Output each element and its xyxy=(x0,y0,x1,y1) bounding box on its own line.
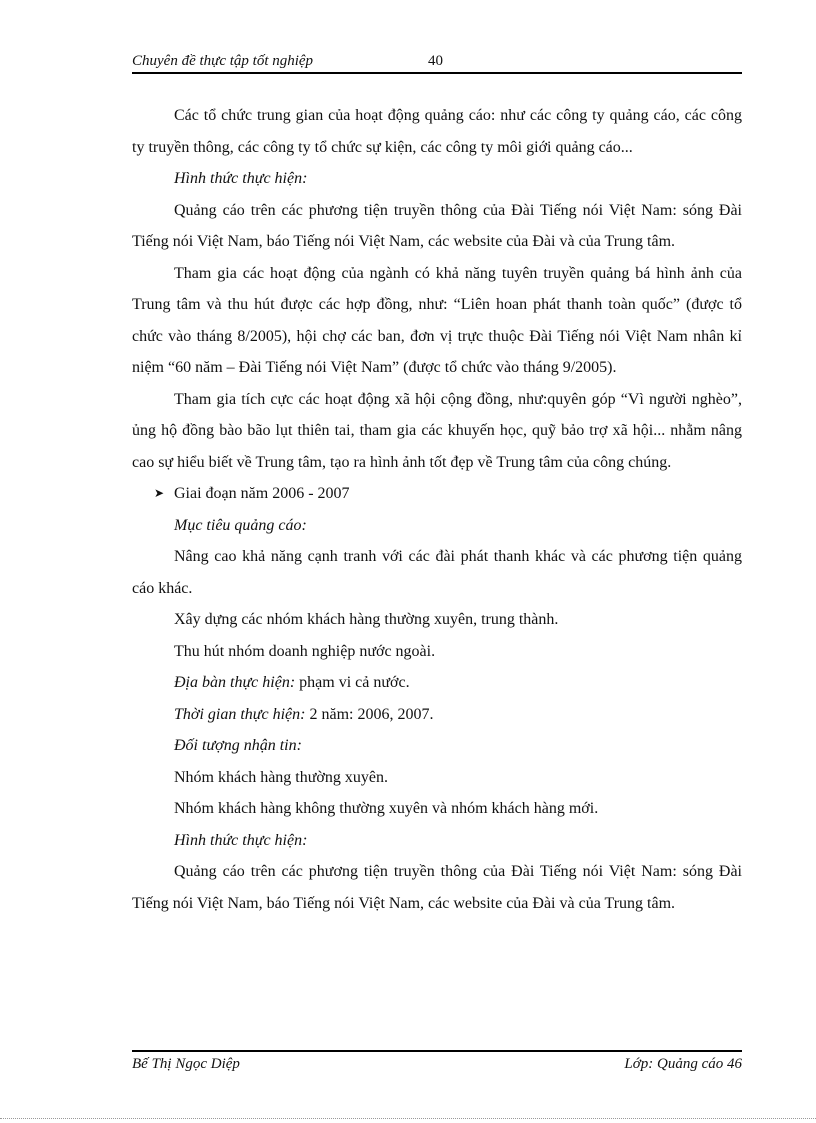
paragraph-location xyxy=(132,667,742,699)
class-label: Lớp: Quảng cáo 46 xyxy=(624,1056,742,1072)
paragraph-competitiveness: Nâng cao khả năng cạnh tranh với các đài phát thanh khác và các phương tiện quảng cáo khác. xyxy=(132,548,742,597)
bullet-period-2006-2007 xyxy=(132,478,742,510)
duration-label: Thời gian thực hiện: xyxy=(174,705,306,723)
document-title: Chuyên đề thực tập tốt nghiệp xyxy=(132,53,314,69)
paragraph-media-advertising-2: Quảng cáo trên các phương tiện truyền thông của Đài Tiếng nói Việt Nam: sóng Đài Tiếng nói Việt Nam, báo Tiếng nói Việt Nam, các website của Đài và của Trung tâm. xyxy=(132,863,742,912)
page-break-line xyxy=(0,1118,816,1119)
subheading-implementation-form-2: Hình thức thực hiện: xyxy=(174,831,308,849)
paragraph-media-advertising-1: Quảng cáo trên các phương tiện truyền thông của Đài Tiếng nói Việt Nam: sóng Đài Tiếng nói Việt Nam, báo Tiếng nói Việt Nam, các website của Đài và của Trung tâm. xyxy=(132,201,742,250)
paragraph-loyal-customers: Xây dựng các nhóm khách hàng thường xuyên, trung thành. xyxy=(174,611,559,628)
page-body xyxy=(132,100,742,919)
duration-value: 2 năm: 2006, 2007. xyxy=(305,705,434,723)
bullet-text: Giai đoạn năm 2006 - 2007 xyxy=(174,485,350,502)
paragraph-industry-activities: Tham gia các hoạt động của ngành có khả năng tuyên truyền quảng bá hình ảnh của Trung tâm và thu hút được các hợp đồng, như: “Liên hoan phát thanh toàn quốc” (được tổ chức vào tháng 8/2005), hội chợ các ban, đơn vị trực thuộc Đài Tiếng nói Việt Nam nhân kỉ niệm “60 năm – Đài Tiếng nói Việt Nam” (được tổ chức vào tháng 9/2005). xyxy=(132,264,742,376)
subheading-audience: Đối tượng nhận tin: xyxy=(174,737,302,754)
paragraph-social-activities: Tham gia tích cực các hoạt động xã hội cộng đồng, như:quyên góp “Vì người nghèo”, ủng hộ đồng bào bão lụt thiên tai, tham gia các khuyến học, quỹ bảo trợ xã hội... nhằm nâng cao sự hiểu biết về Trung tâm, tạo ra hình ảnh tốt đẹp về Trung tâm của công chúng. xyxy=(132,390,742,471)
paragraph-regular-customers: Nhóm khách hàng thường xuyên. xyxy=(174,768,388,786)
page-footer xyxy=(132,1050,742,1076)
arrowhead-bullet-icon: ➤ xyxy=(154,486,165,500)
subheading-implementation-form-1: Hình thức thực hiện: xyxy=(174,170,308,187)
paragraph-duration xyxy=(132,699,742,731)
paragraph-foreign-business: Thu hút nhóm doanh nghiệp nước ngoài. xyxy=(174,642,436,660)
author-name: Bế Thị Ngọc Diệp xyxy=(132,1056,240,1072)
paragraph-intermediaries: Các tổ chức trung gian của hoạt động quảng cáo: như các công ty quảng cáo, các công ty truyền thông, các công ty tổ chức sự kiện, các công ty môi giới quảng cáo... xyxy=(132,107,742,156)
page-header xyxy=(132,52,742,74)
location-value: phạm vi cả nước. xyxy=(295,674,410,691)
paragraph-new-customers: Nhóm khách hàng không thường xuyên và nhóm khách hàng mới. xyxy=(174,800,599,817)
page-number: 40 xyxy=(428,53,443,69)
subheading-advertising-goals: Mục tiêu quảng cáo: xyxy=(174,516,307,534)
location-label: Địa bàn thực hiện: xyxy=(174,674,296,691)
